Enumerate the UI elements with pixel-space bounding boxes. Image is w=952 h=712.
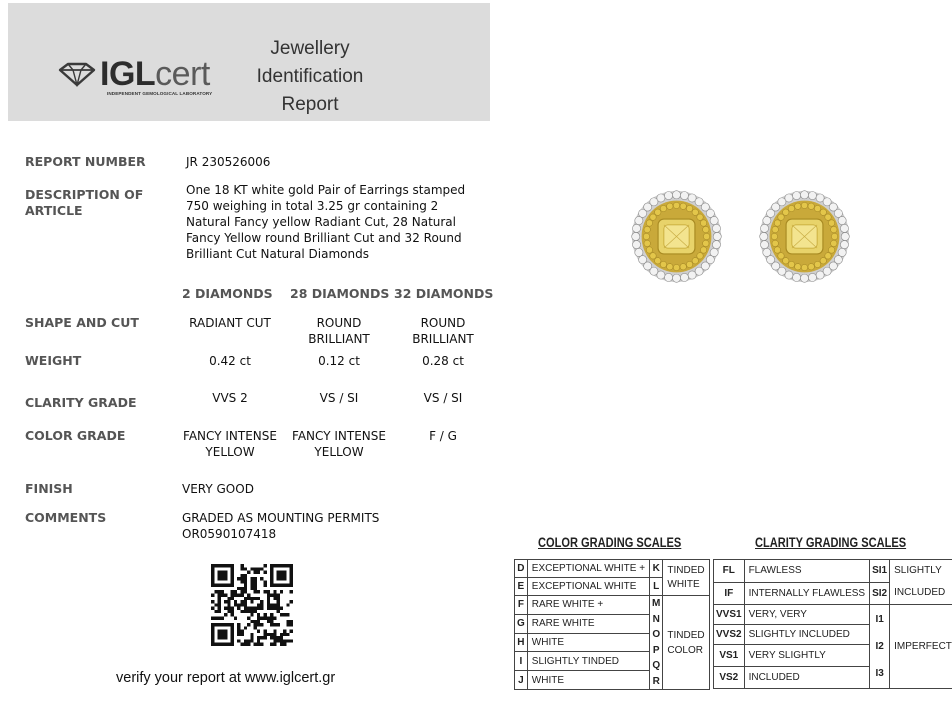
shape-line: ROUND bbox=[316, 316, 362, 330]
color-grade-letter: K bbox=[650, 560, 663, 578]
finish-label: FINISH bbox=[25, 481, 73, 496]
color-grade-letter: D bbox=[515, 560, 528, 578]
color-grading-table bbox=[514, 559, 710, 690]
color-grade-letter: R bbox=[652, 675, 660, 687]
clarity-grade-label: CLARITY GRADE bbox=[25, 395, 137, 410]
color-line: FANCY INTENSE bbox=[183, 429, 277, 443]
color-grade-letter: J bbox=[515, 671, 528, 690]
weight-cell: 0.28 ct bbox=[422, 354, 464, 368]
report-number-value: JR 230526006 bbox=[186, 155, 271, 169]
clarity-cell: VVS 2 bbox=[212, 391, 248, 405]
shape-cut-label: SHAPE AND CUT bbox=[25, 315, 139, 330]
clarity-grade-desc: FLAWLESS bbox=[744, 560, 870, 583]
shape-cell bbox=[176, 315, 284, 331]
title-line: Report bbox=[281, 94, 339, 115]
description-label-2: ARTICLE bbox=[25, 203, 83, 218]
clarity-cell: VS / SI bbox=[423, 391, 463, 405]
weight-cell: 0.42 ct bbox=[209, 354, 251, 368]
logo-light: cert bbox=[155, 55, 210, 93]
group-line: INCLUDED bbox=[894, 587, 946, 598]
tinded-white-group bbox=[663, 560, 709, 596]
color-grade-letter: P bbox=[652, 644, 660, 656]
logo-wordmark bbox=[100, 55, 213, 96]
column-header-2-diamonds: 2 DIAMONDS bbox=[182, 286, 273, 301]
color-grade-letter: Q bbox=[652, 660, 661, 671]
comments-label: COMMENTS bbox=[25, 510, 107, 525]
color-grade-desc: RARE WHITE bbox=[527, 614, 649, 633]
color-cell bbox=[176, 428, 284, 460]
description-line: Natural Fancy yellow Radiant Cut, 28 Natural bbox=[186, 215, 456, 229]
color-grade-desc: WHITE bbox=[527, 671, 649, 690]
color-grade-letter: E bbox=[515, 578, 528, 596]
iglcert-logo bbox=[56, 55, 226, 99]
weight-cell: 0.12 ct bbox=[318, 354, 360, 368]
clarity-grade-code: I1 bbox=[875, 614, 884, 625]
clarity-grade-code: VVS1 bbox=[714, 605, 745, 625]
clarity-grade-desc: VERY SLIGHTLY bbox=[744, 645, 870, 667]
color-grade-letter: H bbox=[515, 633, 528, 652]
comments-line: GRADED AS MOUNTING PERMITS bbox=[182, 511, 380, 525]
description-line: Brilliant Cut Natural Diamonds bbox=[186, 247, 369, 261]
color-line: F / G bbox=[429, 429, 457, 443]
clarity-grade-code: FL bbox=[714, 560, 745, 583]
color-grade-letter: L bbox=[650, 578, 663, 596]
clarity-grade-code: IF bbox=[714, 582, 745, 605]
clarity-grade-code: VS2 bbox=[714, 667, 745, 689]
clarity-grade-code: SI2 bbox=[870, 582, 890, 605]
color-grade-letter: O bbox=[652, 629, 661, 640]
earring-photo-right bbox=[756, 188, 853, 285]
color-line: YELLOW bbox=[314, 445, 364, 459]
clarity-grade-code: VVS2 bbox=[714, 625, 745, 645]
qr-code[interactable] bbox=[211, 564, 293, 646]
report-title bbox=[248, 35, 372, 119]
earring-photo-left bbox=[628, 188, 725, 285]
description-line: Fancy Yellow round Brilliant Cut and 32 Round bbox=[186, 231, 462, 245]
shape-line: BRILLIANT bbox=[308, 332, 370, 346]
group-line: TINDED bbox=[667, 629, 705, 641]
logo-subtitle: INDEPENDENT GEMOLOGICAL LABORATORY bbox=[107, 91, 213, 96]
clarity-grade-desc: VERY, VERY bbox=[744, 605, 870, 625]
logo-bold: IGL bbox=[100, 55, 156, 93]
diamond-logo-icon bbox=[56, 61, 98, 87]
color-line: YELLOW bbox=[205, 445, 255, 459]
clarity-grade-code: I3 bbox=[875, 668, 884, 679]
color-grade-desc: WHITE bbox=[527, 633, 649, 652]
color-grade-letter: F bbox=[515, 596, 528, 615]
color-grade-desc: SLIGHTLY TINDED bbox=[527, 652, 649, 671]
color-grade-letter: G bbox=[515, 614, 528, 633]
finish-value: VERY GOOD bbox=[182, 482, 254, 496]
group-line: COLOR bbox=[667, 644, 703, 656]
verify-link-text[interactable]: verify your report at www.iglcert.gr bbox=[116, 670, 336, 686]
title-line: Identification bbox=[256, 66, 364, 87]
color-scale-title: COLOR GRADING SCALES bbox=[538, 535, 682, 550]
description-label-1: DESCRIPTION OF bbox=[25, 187, 144, 202]
shape-line: BRILLIANT bbox=[412, 332, 474, 346]
description-line: 750 weighing in total 3.25 gr containing 2 bbox=[186, 199, 439, 213]
color-grade-letter: M bbox=[652, 598, 661, 609]
color-letters-column bbox=[650, 596, 663, 690]
group-line: TINDED bbox=[667, 564, 705, 576]
color-cell bbox=[389, 428, 497, 444]
report-header bbox=[8, 3, 490, 121]
group-line: SLIGHTLY bbox=[894, 565, 942, 576]
si-desc-group bbox=[890, 560, 952, 605]
color-grade-desc: RARE WHITE + bbox=[527, 596, 649, 615]
color-grade-letter: N bbox=[652, 613, 660, 625]
clarity-scale-title: CLARITY GRADING SCALES bbox=[755, 535, 907, 550]
clarity-grade-code: SI1 bbox=[870, 560, 890, 583]
shape-line: ROUND bbox=[420, 316, 466, 330]
shape-line: RADIANT CUT bbox=[189, 316, 271, 330]
tinded-color-group bbox=[663, 596, 709, 690]
clarity-grade-desc: INTERNALLY FLAWLESS bbox=[744, 582, 870, 605]
clarity-grade-code: VS1 bbox=[714, 645, 745, 667]
weight-label: WEIGHT bbox=[25, 353, 82, 368]
title-line: Jewellery bbox=[270, 38, 350, 59]
imperfect-codes bbox=[870, 605, 890, 689]
description-line: One 18 KT white gold Pair of Earrings stamped bbox=[186, 183, 466, 197]
clarity-grade-desc: INCLUDED bbox=[744, 667, 870, 689]
clarity-grade-code: I2 bbox=[875, 641, 884, 652]
color-cell bbox=[285, 428, 393, 460]
report-number-label: REPORT NUMBER bbox=[25, 154, 146, 169]
color-grade-desc: EXCEPTIONAL WHITE bbox=[527, 578, 649, 596]
color-line: FANCY INTENSE bbox=[292, 429, 386, 443]
imperfect-desc: IMPERFECT bbox=[890, 605, 952, 689]
clarity-grade-desc: SLIGHTLY INCLUDED bbox=[744, 625, 870, 645]
column-header-32-diamonds: 32 DIAMONDS bbox=[394, 286, 494, 301]
shape-cell bbox=[285, 315, 393, 347]
color-grade-letter: I bbox=[515, 652, 528, 671]
shape-cell bbox=[389, 315, 497, 347]
color-grade-label: COLOR GRADE bbox=[25, 428, 126, 443]
clarity-grading-table bbox=[713, 559, 952, 689]
group-line: WHITE bbox=[667, 578, 700, 590]
color-grade-desc: EXCEPTIONAL WHITE + bbox=[527, 560, 649, 578]
comments-line: OR0590107418 bbox=[182, 527, 277, 541]
clarity-cell: VS / SI bbox=[319, 391, 359, 405]
column-header-28-diamonds: 28 DIAMONDS bbox=[290, 286, 390, 301]
